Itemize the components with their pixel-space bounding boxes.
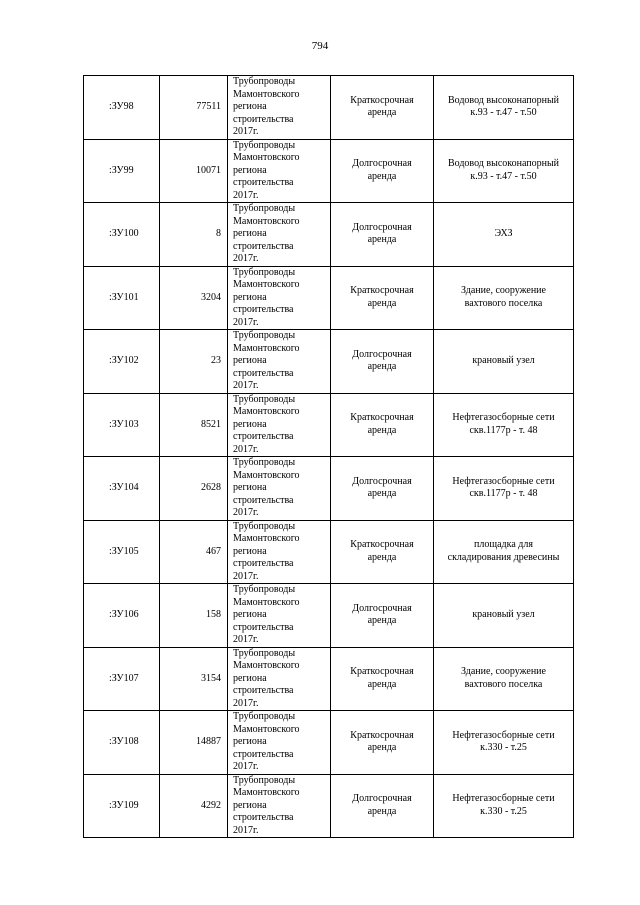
plot-id-cell: :ЗУ106 [84, 584, 160, 648]
table-row [84, 330, 574, 394]
plot-id-cell: :ЗУ107 [84, 647, 160, 711]
plot-id-cell: :ЗУ109 [84, 774, 160, 838]
plot-object-cell [434, 774, 574, 838]
plot-purpose-text: Трубопроводы Мамонтовского региона строительства 2017г. [233, 711, 300, 772]
table-row [84, 647, 574, 711]
plot-id-cell: :ЗУ102 [84, 330, 160, 394]
plot-area-cell: 3154 [160, 647, 228, 711]
table-row [84, 584, 574, 648]
plot-id-cell: :ЗУ105 [84, 520, 160, 584]
plot-lease-cell [331, 203, 434, 267]
plot-object-text: Нефтегазосборные сети скв.1177р - т. 48 [452, 475, 555, 500]
plot-lease-text: Краткосрочная аренда [350, 94, 414, 119]
plot-area-cell: 23 [160, 330, 228, 394]
plot-purpose-cell [228, 139, 331, 203]
plot-area-cell: 158 [160, 584, 228, 648]
plot-object-cell [434, 266, 574, 330]
plot-purpose-text: Трубопроводы Мамонтовского региона строительства 2017г. [233, 584, 300, 645]
plot-lease-text: Долгосрочная аренда [352, 793, 412, 817]
table-row [84, 520, 574, 584]
plot-purpose-text: Трубопроводы Мамонтовского региона строительства 2017г. [233, 647, 300, 709]
plot-object-text: Нефтегазосборные сети скв.1177р - т. 48 [452, 412, 555, 436]
plot-purpose-text: Трубопроводы Мамонтовского региона строительства 2017г. [233, 330, 300, 391]
plot-object-text: Здание, сооружение вахтового поселка [461, 666, 546, 690]
plot-purpose-cell [228, 330, 331, 394]
plot-id-cell: :ЗУ108 [84, 711, 160, 775]
plot-purpose-text: Трубопроводы Мамонтовского региона строительства 2017г. [233, 139, 300, 201]
plot-purpose-cell [228, 584, 331, 648]
plot-purpose-cell [228, 774, 331, 838]
table-row [84, 774, 574, 838]
plot-area-cell: 10071 [160, 139, 228, 203]
plot-lease-text: Краткосрочная аренда [350, 539, 414, 563]
table-row [84, 203, 574, 267]
plot-purpose-text: Трубопроводы Мамонтовского региона строительства 2017г. [233, 203, 300, 264]
plot-lease-text: Долгосрочная аренда [352, 348, 412, 373]
plot-lease-text: Краткосрочная аренда [350, 729, 414, 754]
plot-id-cell: :ЗУ98 [84, 76, 160, 140]
plot-purpose-text: Трубопроводы Мамонтовского региона строительства 2017г. [233, 393, 300, 455]
plot-lease-cell [331, 330, 434, 394]
plot-area-cell: 2628 [160, 457, 228, 521]
plot-purpose-text: Трубопроводы Мамонтовского региона строительства 2017г. [233, 266, 300, 328]
plot-object-text: Водовод высоконапорный к.93 - т.47 - т.50 [447, 94, 560, 119]
plot-area-cell: 8 [160, 203, 228, 267]
plot-purpose-cell [228, 711, 331, 775]
plot-lease-cell [331, 647, 434, 711]
plot-object-text: крановый узел [472, 355, 535, 366]
plot-object-cell [434, 584, 574, 648]
plot-object-text: Нефтегазосборные сети к.330 - т.25 [452, 729, 555, 754]
plot-object-cell [434, 457, 574, 521]
plot-object-cell [434, 76, 574, 140]
plot-lease-cell [331, 139, 434, 203]
plot-lease-cell [331, 393, 434, 457]
plot-purpose-text: Трубопроводы Мамонтовского региона строительства 2017г. [233, 457, 300, 518]
plot-id-cell: :ЗУ101 [84, 266, 160, 330]
table-row [84, 266, 574, 330]
plot-object-cell [434, 647, 574, 711]
table-row [84, 457, 574, 521]
table-row [84, 393, 574, 457]
plot-purpose-text: Трубопроводы Мамонтовского региона строительства 2017г. [233, 76, 300, 137]
land-plots-table [83, 75, 574, 838]
plot-lease-text: Долгосрочная аренда [352, 221, 412, 246]
plot-purpose-cell [228, 457, 331, 521]
plot-lease-text: Долгосрочная аренда [352, 602, 412, 627]
plot-id-cell: :ЗУ104 [84, 457, 160, 521]
plot-purpose-text: Трубопроводы Мамонтовского региона строительства 2017г. [233, 774, 300, 836]
plot-object-cell [434, 711, 574, 775]
plot-object-cell [434, 203, 574, 267]
plot-object-text: площадка для складирования древесины [447, 539, 560, 563]
plot-lease-text: Краткосрочная аренда [350, 285, 414, 309]
plot-purpose-cell [228, 76, 331, 140]
plot-area-cell: 14887 [160, 711, 228, 775]
plot-id-cell: :ЗУ99 [84, 139, 160, 203]
plot-area-cell: 3204 [160, 266, 228, 330]
plot-area-cell: 467 [160, 520, 228, 584]
plot-area-cell: 8521 [160, 393, 228, 457]
plot-lease-cell [331, 584, 434, 648]
plot-object-text: Водовод высоконапорный к.93 - т.47 - т.50 [447, 158, 560, 182]
table-row [84, 76, 574, 140]
plot-id-cell: :ЗУ100 [84, 203, 160, 267]
plot-lease-text: Краткосрочная аренда [350, 412, 414, 436]
plot-purpose-cell [228, 647, 331, 711]
plot-id-cell: :ЗУ103 [84, 393, 160, 457]
plot-lease-text: Долгосрочная аренда [352, 475, 412, 500]
plot-lease-cell [331, 774, 434, 838]
plot-purpose-cell [228, 266, 331, 330]
plot-lease-cell [331, 266, 434, 330]
plot-lease-cell [331, 520, 434, 584]
plot-lease-text: Долгосрочная аренда [352, 158, 412, 182]
plot-object-text: Здание, сооружение вахтового поселка [461, 285, 546, 309]
plot-object-text: крановый узел [472, 609, 535, 620]
plot-purpose-cell [228, 520, 331, 584]
plot-purpose-cell [228, 393, 331, 457]
plot-lease-cell [331, 457, 434, 521]
table-row [84, 139, 574, 203]
plot-purpose-text: Трубопроводы Мамонтовского региона строительства 2017г. [233, 520, 300, 582]
plot-lease-text: Краткосрочная аренда [350, 666, 414, 690]
table-row [84, 711, 574, 775]
page-number: 794 [311, 40, 329, 52]
plot-object-cell [434, 520, 574, 584]
plot-area-cell: 77511 [160, 76, 228, 140]
plot-area-cell: 4292 [160, 774, 228, 838]
plot-object-cell [434, 393, 574, 457]
plot-object-cell [434, 330, 574, 394]
plot-lease-cell [331, 76, 434, 140]
plot-lease-cell [331, 711, 434, 775]
plot-purpose-cell [228, 203, 331, 267]
plot-object-cell [434, 139, 574, 203]
plot-object-text: ЭХЗ [494, 228, 513, 239]
plot-object-text: Нефтегазосборные сети к.330 - т.25 [452, 793, 555, 817]
